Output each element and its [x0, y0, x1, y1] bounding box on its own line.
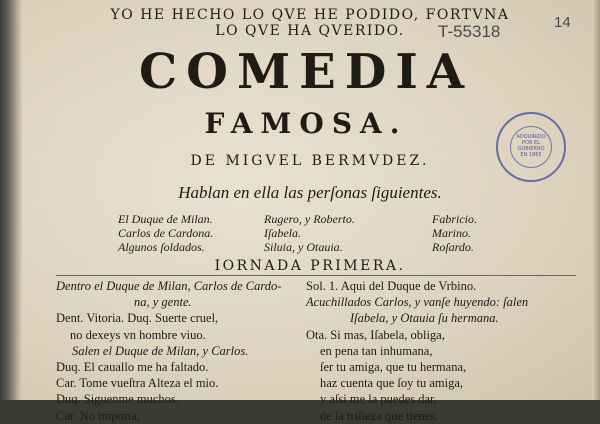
cast-name: Roſardo. — [432, 240, 474, 254]
cast-heading: Hablan en ella las perſonas ſiguientes. — [178, 183, 442, 202]
verse-line: Dent. Vitoria. Duq. Suerte cruel, — [56, 311, 219, 326]
cast-name: Siluia, y Otauia. — [264, 240, 343, 254]
verse-line: ſer tu amiga, que tu hermana, — [320, 360, 467, 375]
cast-column-3 — [432, 212, 477, 254]
cast-name: El Duque de Milan. — [118, 212, 213, 226]
shelfmark: T-55318 — [438, 22, 501, 41]
book-binding-edge — [0, 0, 22, 400]
cast-name: Fabricio. — [432, 212, 477, 226]
cast-name: Carlos de Cardona. — [118, 226, 214, 240]
verse-line: Duq. Siguenme muchos. — [56, 392, 179, 407]
stage-direction: Acuchillados Carlos, y vanſe huyendo: ſalen — [306, 295, 529, 310]
cast-column-2 — [264, 212, 355, 254]
verse-line: Sol. 1. Aqui del Duque de Vrbino. — [306, 279, 477, 293]
verse-line: y aſsi me la puedes dar, — [320, 392, 437, 407]
stamp-line: GOBIERNO — [517, 146, 545, 152]
verse-line: en pena tan inhumana, — [320, 343, 433, 358]
text-column-right — [306, 278, 528, 424]
library-stamp — [496, 112, 566, 182]
author-line: DE MIGVEL BERMVDEZ. — [190, 153, 430, 169]
stamp-line: ADQUIRIDO — [516, 134, 546, 140]
cast-name: Rugero, y Roberto. — [264, 212, 355, 226]
famosa-subtitle: FAMOSA. — [204, 107, 408, 140]
verse-line: de la triſteza que tienes. — [320, 408, 439, 423]
cast-name: Iſabela. — [264, 226, 301, 240]
page-edge — [592, 0, 600, 400]
stage-direction: na, y gente. — [134, 295, 192, 310]
cast-name: Marino. — [432, 226, 471, 240]
comedia-title: COMEDIA — [138, 44, 474, 100]
stage-direction: Iſabela, y Otauia ſu hermana. — [350, 311, 499, 326]
text-column-left — [56, 278, 281, 424]
verse-line: Car. No importa, — [56, 408, 141, 423]
stage-direction: Dentro el Duque de Milan, Carlos de Cardo- — [56, 279, 282, 293]
motto-line-2: LO QVE HA QVERIDO. — [215, 23, 405, 39]
verse-line: haz cuenta que ſoy tu amiga, — [320, 376, 463, 391]
stage-direction: Salen el Duque de Milan, y Carlos. — [72, 343, 249, 358]
verse-line: Duq. El cauallo me ha faltado. — [56, 360, 209, 375]
verse-line: Car. Tome vueſtra Alteza el mio. — [56, 376, 219, 391]
divider-rule — [56, 275, 576, 276]
stamp-line: POR EL — [522, 140, 540, 146]
cast-column-1 — [118, 212, 213, 254]
cast-name: Algunos ſoldados. — [118, 240, 205, 254]
stamp-line: EN 1865 — [520, 152, 542, 158]
verse-line: no dexeys vn hombre viuo. — [70, 327, 206, 342]
motto-line-1: YO HE HECHO LO QVE HE PODIDO, FORTVNA — [110, 7, 510, 23]
verse-line: Ota. Si mas, Iſabela, obliga, — [306, 327, 445, 342]
stamp-text — [510, 134, 552, 158]
folio-number: 14 — [554, 14, 571, 31]
act-heading: IORNADA PRIMERA. — [214, 258, 406, 274]
